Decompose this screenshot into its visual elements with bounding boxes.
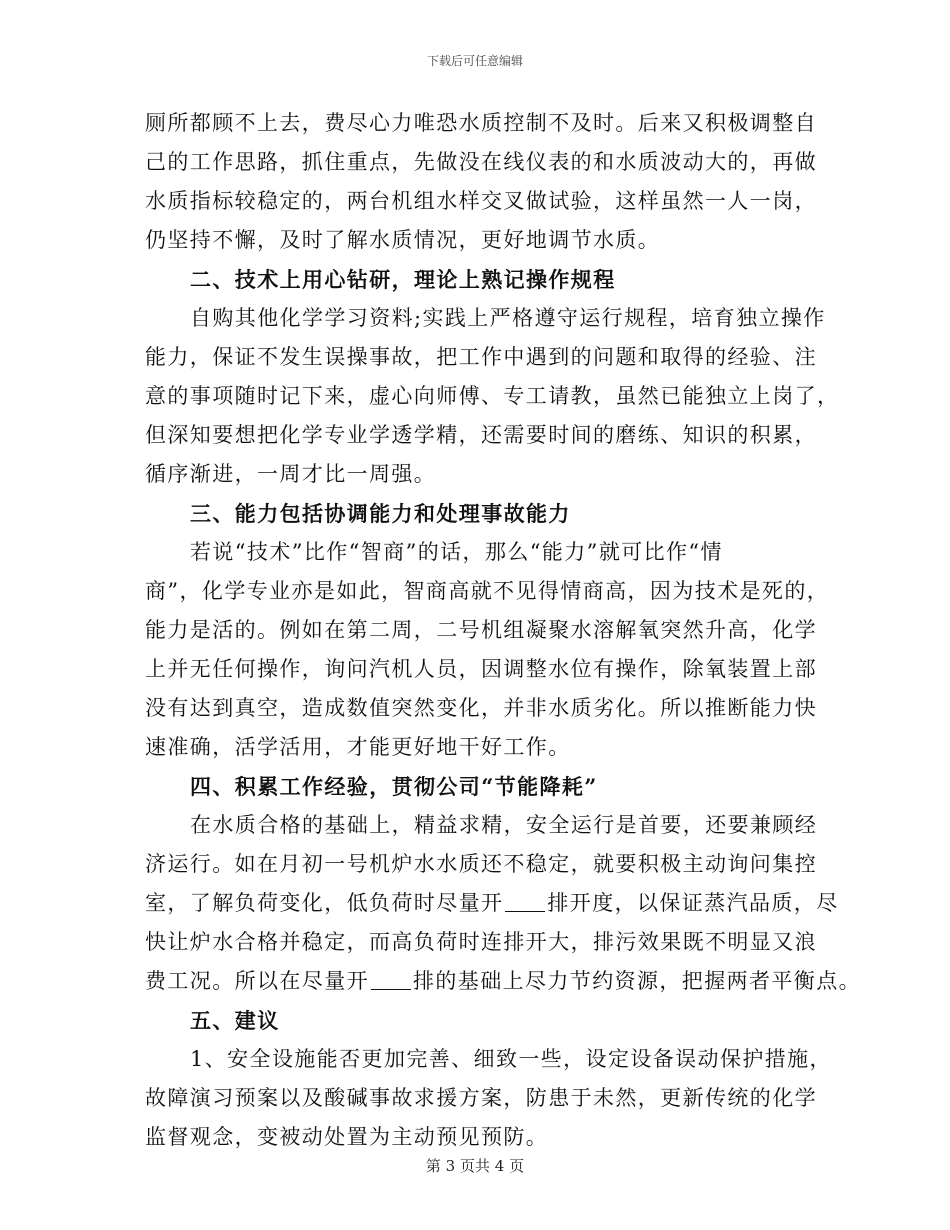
body-line: 速准确，活学活用，才能更好地干好工作。 bbox=[145, 735, 571, 759]
body-line: 循序渐进，一周才比一周强。 bbox=[145, 462, 437, 486]
section-heading: 五、建议 bbox=[190, 1008, 280, 1033]
body-line bbox=[145, 884, 839, 923]
line-segment: 排的基础上尽力节约资源，把握两者平衡点。 bbox=[413, 969, 861, 993]
body-line: 但深知要想把化学专业学透学精，还需要时间的磨练、知识的积累， bbox=[145, 423, 817, 447]
body-line: 监督观念，变被动处置为主动预见预防。 bbox=[145, 1125, 549, 1149]
body-line: 快让炉水合格并稳定，而高负荷时连排开大，排污效果既不明显又浪 bbox=[145, 930, 817, 954]
fill-in-blank bbox=[505, 889, 545, 912]
body-line: 意的事项随时记下来，虚心向师傅、专工请教，虽然已能独立上岗了， bbox=[145, 384, 840, 408]
line-segment: 排开度，以保证蒸汽品质，尽 bbox=[547, 891, 839, 915]
page-footer: 第 3 页共 4 页 bbox=[425, 1157, 525, 1175]
body-line: 厕所都顾不上去，费尽心力唯恐水质控制不及时。后来又积极调整自 bbox=[145, 111, 817, 135]
page-header: 下载后可任意编辑 bbox=[426, 54, 523, 68]
section-heading: 四、积累工作经验，贯彻公司“节能降耗” bbox=[190, 774, 598, 799]
body-line: 水质指标较稳定的，两台机组水样交叉做试验，这样虽然一人一岗， bbox=[145, 189, 817, 213]
section-heading: 二、技术上用心钻研，理论上熟记操作规程 bbox=[190, 267, 616, 292]
section-heading: 三、能力包括协调能力和处理事故能力 bbox=[190, 501, 571, 526]
body-line: 故障演习预案以及酸碱事故求援方案，防患于未然，更新传统的化学 bbox=[145, 1086, 817, 1110]
body-line: 能力，保证不发生误操事故，把工作中遇到的问题和取得的经验、注 bbox=[145, 345, 817, 369]
fill-in-blank bbox=[371, 967, 411, 990]
line-segment: 费工况。所以在尽量开 bbox=[145, 969, 369, 993]
document-body bbox=[145, 104, 861, 1157]
paragraph-first-line: 若说“技术”比作“智商”的话，那么“能力”就可比作“情 bbox=[190, 540, 723, 564]
body-line: 仍坚持不懈，及时了解水质情况，更好地调节水质。 bbox=[145, 228, 661, 252]
body-line: 能力是活的。例如在第二周，二号机组凝聚水溶解氧突然升高，化学 bbox=[145, 618, 817, 642]
body-line: 己的工作思路，抓住重点，先做没在线仪表的和水质波动大的，再做 bbox=[145, 150, 817, 174]
paragraph-first-line: 自购其他化学学习资料;实践上严格遵守运行规程，培育独立操作 bbox=[190, 306, 826, 330]
body-line: 上并无任何操作，询问汽机人员，因调整水位有操作，除氧装置上部 bbox=[145, 657, 817, 681]
body-line bbox=[145, 962, 861, 1001]
body-line: 没有达到真空，造成数值突然变化，并非水质劣化。所以推断能力快 bbox=[145, 696, 817, 720]
paragraph-first-line: 在水质合格的基础上，精益求精，安全运行是首要，还要兼顾经 bbox=[190, 813, 818, 837]
line-segment: 室，了解负荷变化，低负荷时尽量开 bbox=[145, 891, 504, 915]
body-line: 商”，化学专业亦是如此，智商高就不见得情商高，因为技术是死的， bbox=[145, 579, 830, 603]
body-line: 济运行。如在月初一号机炉水水质还不稳定，就要积极主动询问集控 bbox=[145, 852, 817, 876]
paragraph-first-line: 1、安全设施能否更加完善、细致一些，设定设备误动保护措施， bbox=[190, 1047, 832, 1071]
